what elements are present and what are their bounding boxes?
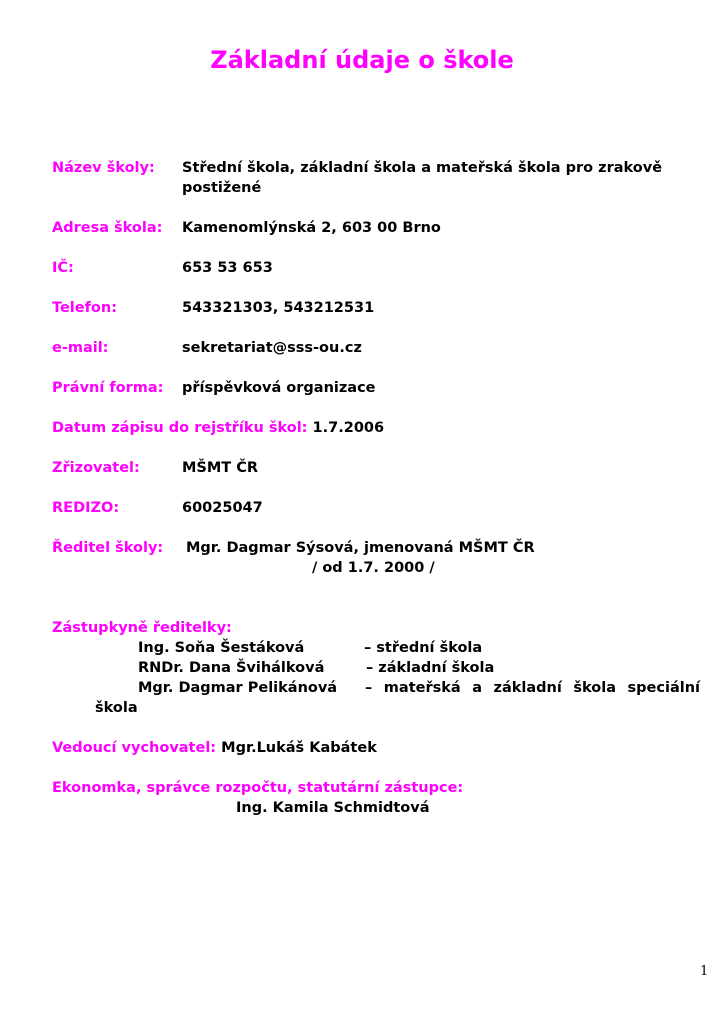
field-label: Telefon: xyxy=(52,300,117,316)
deputy-name: RNDr. Dana Švihálková xyxy=(138,660,325,676)
field-label: Adresa škola: xyxy=(52,220,163,236)
section-label-zastupkyne: Zástupkyně ředitelky: xyxy=(52,620,232,636)
field-value: 1.7.2006 xyxy=(312,420,385,436)
field-datum-zapisu xyxy=(52,418,384,438)
field-label: Ředitel školy: xyxy=(52,540,164,556)
field-value-continuation: / od 1.7. 2000 / xyxy=(312,560,435,576)
field-label: IČ: xyxy=(52,260,74,276)
field-value: 543321303, 543212531 xyxy=(182,300,375,316)
field-label: Právní forma: xyxy=(52,380,164,396)
field-label: Vedoucí vychovatel: xyxy=(52,740,217,756)
field-value: Mgr.Lukáš Kabátek xyxy=(221,740,377,756)
deputy-name: Ing. Soňa Šestáková xyxy=(138,640,305,656)
field-value: Kamenomlýnská 2, 603 00 Brno xyxy=(182,220,441,236)
field-vedouci xyxy=(52,738,377,758)
page-title: Základní údaje o škole xyxy=(210,46,514,74)
field-label: Zřizovatel: xyxy=(52,460,140,476)
field-label: Datum zápisu do rejstříku škol: xyxy=(52,420,308,436)
section-label-ekonomka: Ekonomka, správce rozpočtu, statutární zástupce: xyxy=(52,780,464,796)
field-label: Název školy: xyxy=(52,160,155,176)
field-value: 60025047 xyxy=(182,500,263,516)
field-value: Ing. Kamila Schmidtová xyxy=(236,800,430,816)
field-value: 653 53 653 xyxy=(182,260,273,276)
deputy-role: – mateřská a základní škola speciální xyxy=(365,680,700,696)
field-value: příspěvková organizace xyxy=(182,380,376,396)
page-number: 1 xyxy=(700,964,709,979)
field-value: MŠMT ČR xyxy=(182,460,259,476)
field-label: e-mail: xyxy=(52,340,109,356)
deputy-name: Mgr. Dagmar Pelikánová xyxy=(138,680,338,696)
field-value: Mgr. Dagmar Sýsová, jmenovaná MŠMT ČR xyxy=(186,540,535,556)
deputy-role: – základní škola xyxy=(366,660,495,676)
field-label: REDIZO: xyxy=(52,500,120,516)
field-value: sekretariat@sss-ou.cz xyxy=(182,340,362,356)
deputy-role-continuation: škola xyxy=(95,700,138,716)
field-value-continuation: postižené xyxy=(182,180,262,196)
field-value: Střední škola, základní škola a mateřská škola pro zrakově xyxy=(182,160,663,176)
deputy-role: – střední škola xyxy=(364,640,483,656)
